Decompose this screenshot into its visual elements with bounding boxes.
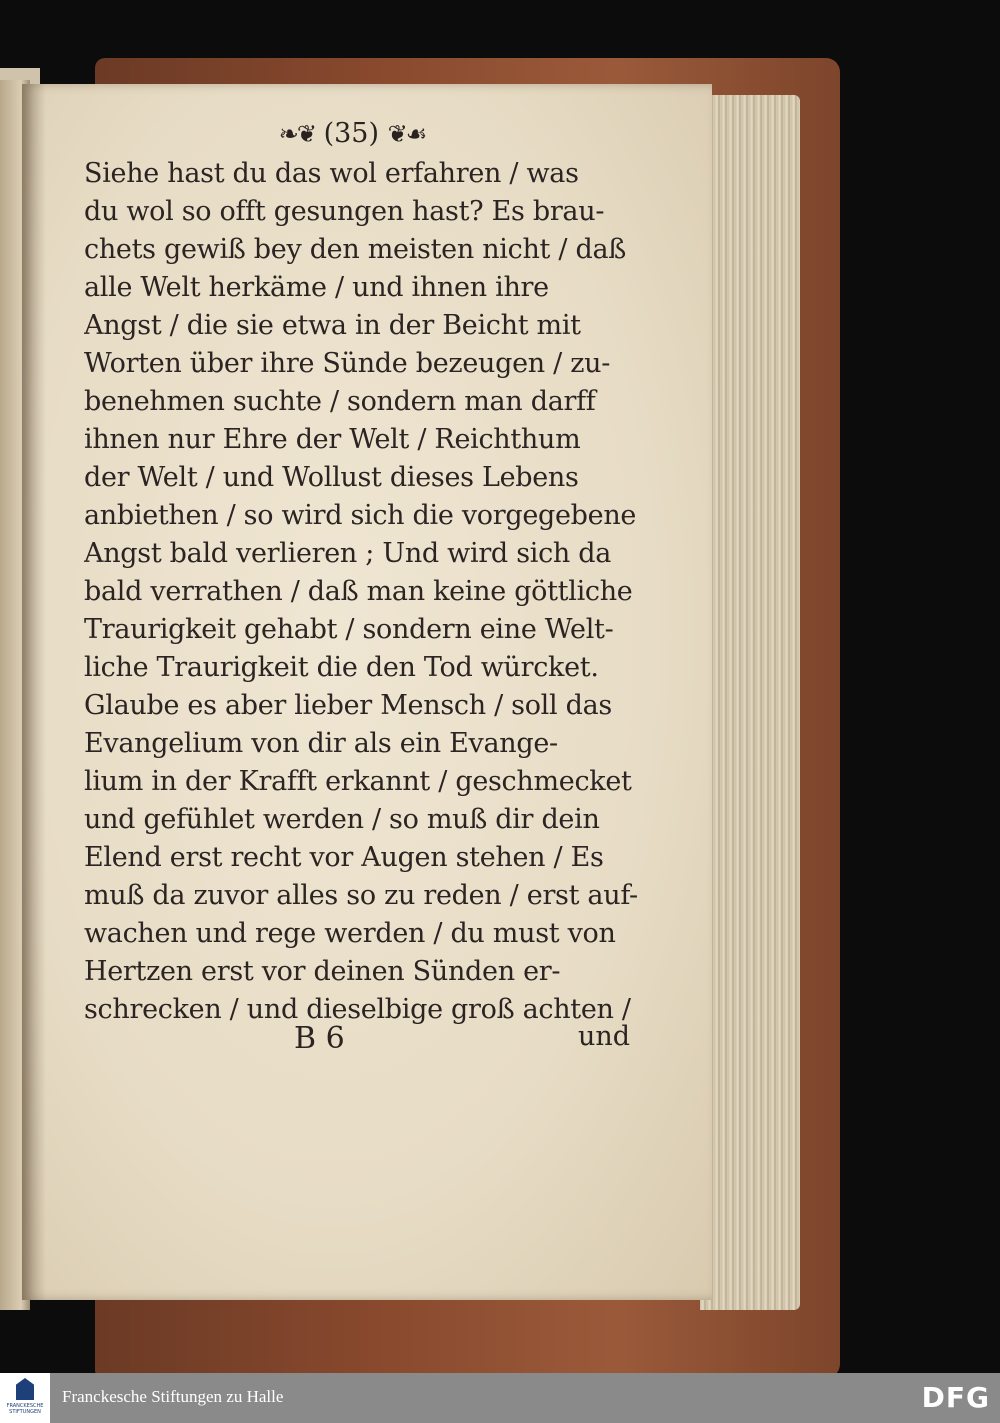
page-number: (35) [323,118,380,149]
text-line: bald verrathen / daß man keine göttliche [84,576,633,607]
text-line: chets gewiß bey den meisten nicht / daß [84,234,626,265]
text-line: alle Welt herkäme / und ihnen ihre [84,272,549,303]
text-line: Traurigkeit gehabt / sondern eine Welt- [84,614,614,645]
page-fore-edge [700,95,800,1310]
text-line: Worten über ihre Sünde bezeugen / zu- [84,348,611,379]
text-line: benehmen suchte / sondern man darff [84,386,596,417]
text-line: liche Traurigkeit die den Tod würcket. [84,652,599,683]
catchword: und [578,1021,631,1052]
institution-logo[interactable] [0,1373,50,1423]
text-line: Angst / die sie etwa in der Beicht mit [84,310,581,341]
text-line: der Welt / und Wollust dieses Lebens [84,462,579,493]
text-line: Elend erst recht vor Augen stehen / Es [84,842,604,873]
text-line: und gefühlet werden / so muß dir dein [84,804,600,835]
left-ornament-icon: ❧❦ [278,120,315,148]
text-line: ihnen nur Ehre der Welt / Reichthum [84,424,581,455]
right-ornament-icon: ❦☙ [387,120,426,148]
viewer-footer [0,1373,1000,1423]
text-line: du wol so offt gesungen hast? Es brau- [84,196,605,227]
page-header [257,118,447,150]
logo-text: FRANCKESCHE STIFTUNGEN [6,1403,44,1415]
text-line: Siehe hast du das wol erfahren / was [84,158,579,189]
text-line: Glaube es aber lieber Mensch / soll das [84,690,612,721]
text-line: muß da zuvor alles so zu reden / erst auf- [84,880,638,911]
signature-mark: B 6 [294,1021,345,1056]
dfg-logo[interactable]: DFG [921,1381,990,1414]
text-line: lium in der Krafft erkannt / geschmecket [84,766,632,797]
text-line: wachen und rege werden / du must von [84,918,616,949]
text-line: Angst bald verlieren ; Und wird sich da [84,538,612,569]
text-line: Evangelium von dir als ein Evange- [84,728,558,759]
text-line: anbiethen / so wird sich die vorgegebene [84,500,637,531]
building-icon [16,1378,34,1400]
institution-name[interactable]: Franckesche Stiftungen zu Halle [62,1387,284,1406]
text-line: schrecken / und dieselbige groß achten / [84,994,631,1025]
page-gutter-shadow [22,84,46,1300]
text-page [22,84,712,1300]
text-line: Hertzen erst vor deinen Sünden er- [84,956,561,987]
